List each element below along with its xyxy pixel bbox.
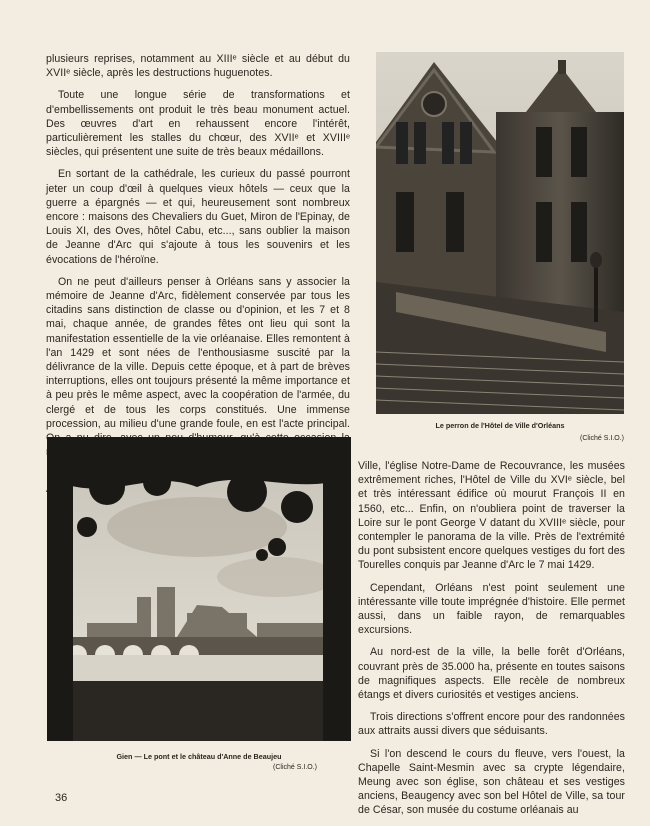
page-number: 36: [55, 792, 68, 804]
hotel-de-ville-photo: [376, 52, 624, 414]
paragraph: On ne peut d'ailleurs penser à Orléans sans y associer la mémoire de Jeanne d'Arc, fidèlement conservée par tous les citadins sans distinction de classe ou d'opinion, et les 7 et 8 mai, chaque année, de grandes fêtes ont lieu qui sont la manifestation essentielle de la vie orléanaise. Elles remontent à l'an 1429 et sont nées de l'enthousiasme suscité par la délivrance de la ville. Depuis cette époque, et à part de brèves interruptions, elles ont toujours présenté la même importance et à peu près le même aspect, avec la coopération de l'armée, du clergé et de tous les corps constitués. Une immense procession, au milieu d'une grande foule, en est l'acte principal.: [46, 275, 350, 430]
paragraph: plusieurs reprises, notamment au XIIIᵉ siècle et au début du XVIIᵉ siècle, après les destructions huguenotes.: [46, 53, 350, 80]
gien-photo: [47, 437, 351, 741]
gien-caption: Gien — Le pont et le château d'Anne de Beaujeu: [116, 752, 282, 761]
paragraph: Toute une longue série de transformations et d'embellissements ont produit le très beau monument actuel. Des œuvres d'art en rehaussent encore l'intérêt, particulièrement les stalles du chœur, des XVIIᵉ et XVIIIᵉ siècles, qui présentent une suite de très beaux médaillons.: [46, 89, 350, 159]
hotel-caption: Le perron de l'Hôtel de Ville d'Orléans: [435, 421, 565, 430]
right-text-column: [358, 459, 625, 826]
paragraph: Trois directions s'offrent encore pour des randonnées aux attraits aussi divers que séduisants.: [358, 711, 625, 738]
paragraph: En sortant de la cathédrale, les curieux du passé pourront jeter un coup d'œil à quelques vieux hôtels — ceux que la guerre a épargnés — et qui, heureusement sont nombreux encore : maisons des Chevaliers du Guet, Miron de l'Epinay, de Louis XI, des Oves, hôtel Cabu, etc..., sans oublier la maison de Jeanne d'Arc qui s'ajoute à tous les souvenirs et les évocations de l'héroïne.: [46, 168, 350, 266]
gien-photo-credit: (Cliché S.I.O.): [273, 764, 317, 771]
paragraph: Cependant, Orléans n'est point seulement une intéressante ville toute imprégnée d'histoire. Elle permet aussi, dans un faible rayon, de remarquables excursions.: [358, 581, 625, 637]
paragraph: Ville, l'église Notre-Dame de Recouvrance, les musées extrêmement riches, l'Hôtel de Ville du XVIᵉ siècle, bel et très intéressant édifice où mourut François II en 1560, etc... Enfin, on n'oubliera point de traverser la Loire sur le pont George V datant du XVIIIᵉ siècle, pour contempler le panorama de la ville. Près de l'extrémité du pont subsistent encore quelques vestiges du fort des Tourelles conquis par Jeanne d'Arc le 7 mai 1429.: [358, 460, 625, 572]
hotel-photo-credit: (Cliché S.I.O.): [580, 435, 624, 442]
paragraph: Si l'on descend le cours du fleuve, vers l'ouest, la Chapelle Saint-Mesmin avec sa crypte légendaire, Meung avec son église, son château et ses vestiges anciens, Beaugency avec son bel Hôtel de Ville, sa tour de César, son musée du costume orléanais au: [358, 747, 625, 817]
paragraph: Au nord-est de la ville, la belle forêt d'Orléans, couvrant près de 35.000 ha, présente en toutes saisons de magnifiques aspects. Elle recèle de nombreux étangs et divers curiosités et vestiges anciens.: [358, 646, 625, 702]
